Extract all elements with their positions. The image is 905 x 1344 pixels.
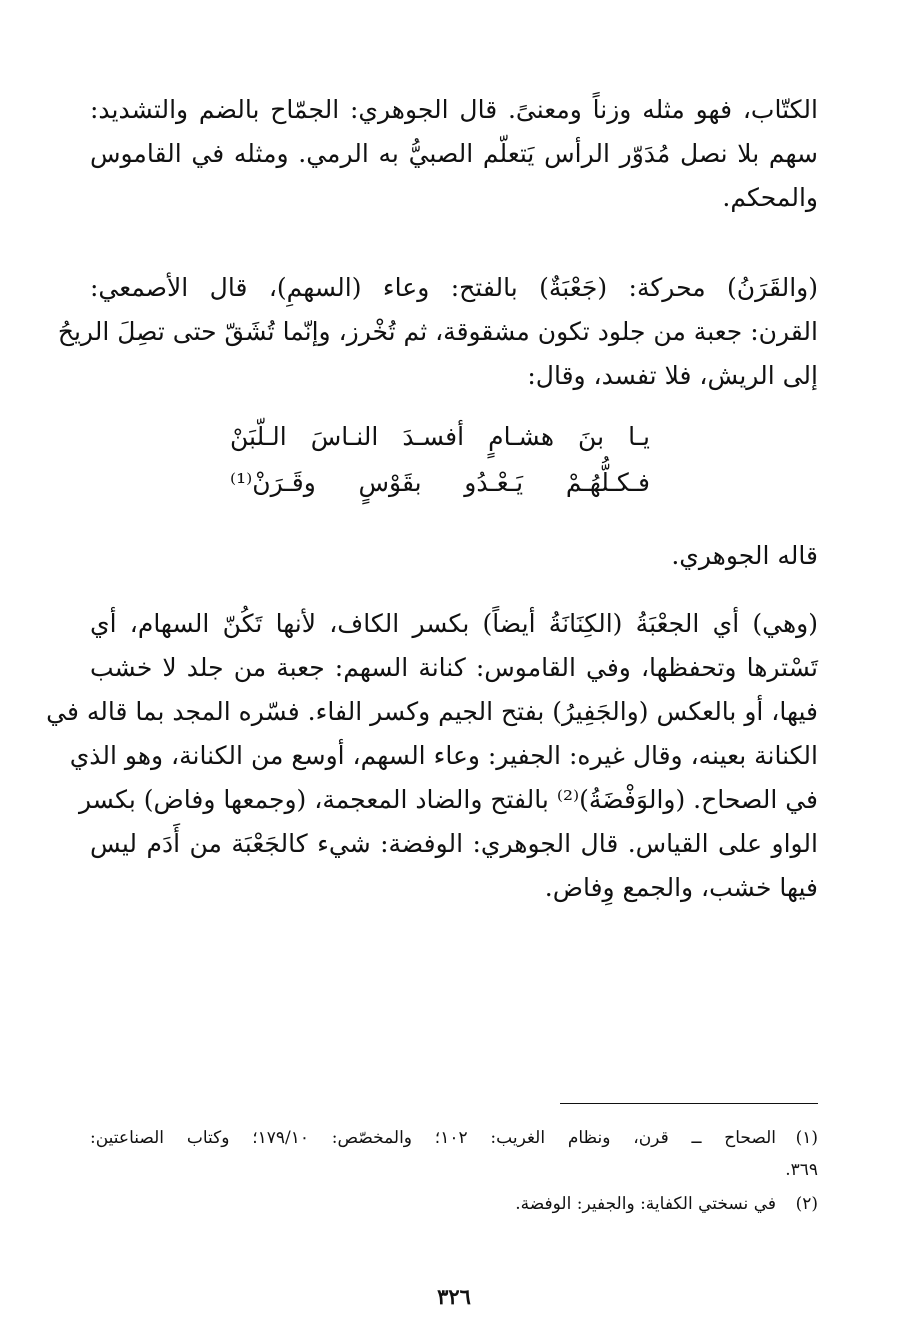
text-line: والمحكم.	[722, 183, 818, 212]
footnote-2	[90, 1188, 818, 1220]
footnote-separator	[560, 1103, 818, 1104]
text-line: الواو على القياس. قال الجوهري: الوفضة: شيء كالجَعْبَة من أَدَم ليس	[90, 829, 818, 858]
footnote-line: ٣٦٩.	[785, 1160, 818, 1180]
paragraph-attribution	[90, 534, 818, 578]
paragraph-qaran	[57, 266, 818, 398]
text-line: (والقَرَنُ) محركة: (جَعْبَةٌ) بالفتح: وعاء (السهمِ)، قال الأصمعي:	[90, 273, 818, 302]
page-number: ٣٢٦	[437, 1284, 471, 1309]
text-line: تَسْترها وتحفظها، وفي القاموس: كنانة السهم: جعبة من جلد لا خشب	[90, 653, 818, 682]
footnote-text: الصحاح ــ قرن، ونظام الغريب: ١٠٢؛ والمخصّص: ١٧٩/١٠؛ وكتاب الصناعتين:	[90, 1128, 776, 1148]
footnote-line	[90, 1122, 818, 1154]
text-line: فيها خشب، والجمع وِفاض.	[544, 873, 818, 902]
text-line: إلى الريش، فلا تفسد، وقال:	[527, 361, 818, 390]
paragraph-kinanah	[46, 602, 818, 910]
footnote-text: في نسختي الكفاية: والجفير: الوفضة.	[515, 1194, 776, 1214]
text-line: (وهي) أي الجعْبَةُ (الكِنَانَةُ أيضاً) بكسر الكاف، لأنها تَكُنّ السهام، أي	[90, 609, 818, 638]
text-line: في الصحاح. (والوَفْضَةُ)⁽²⁾ بالفتح والضاد المعجمة، (وجمعها وفاض) بكسر	[79, 785, 818, 814]
verse-line: فـكـلُّهُـمْ يَـعْـدُو بقَوْسٍ وقَـرَنْ⁽¹⁾	[230, 468, 650, 497]
text-line: الكتّاب، فهو مثله وزناً ومعنىً. قال الجوهري: الجمّاح بالضم والتشديد:	[90, 95, 818, 124]
text-line: الكنانة بعينه، وقال غيره: الجفير: وعاء السهم، أوسع من الكنانة، وهو الذي	[69, 741, 818, 770]
text-line: القرن: جعبة من جلود تكون مشقوقة، ثم تُخْرز، وإنّما تُشَقّ حتى تصِلَ الريحُ	[57, 317, 818, 346]
footnote-line	[90, 1188, 818, 1220]
text-line: سهم بلا نصل مُدَوّر الرأس يَتعلّم الصبيُّ به الرمي. ومثله في القاموس	[90, 139, 818, 168]
poetry-verse	[230, 414, 650, 506]
paragraph-jummah	[90, 88, 818, 220]
footnote-number: (١)	[795, 1128, 818, 1148]
footnote-1	[90, 1122, 818, 1186]
text-line: فيها، أو بالعكس (والجَفِيرُ) بفتح الجيم وكسر الفاء. فسّره المجد بما قاله في	[46, 697, 818, 726]
footnote-number: (٢)	[795, 1194, 818, 1214]
verse-line: يـا بنَ هشـامٍ أفسـدَ النـاسَ الـلّبَنْ	[230, 422, 650, 451]
text-line: قاله الجوهري.	[671, 541, 818, 570]
